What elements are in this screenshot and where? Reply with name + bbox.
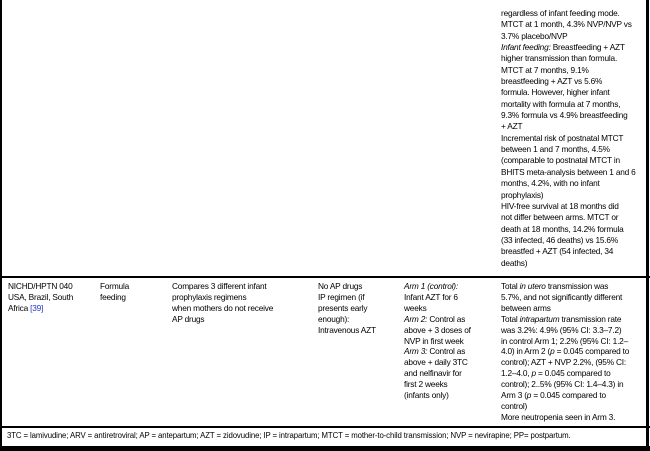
text-run: control); AZT + NVP 2.2%, (95% CI: xyxy=(501,357,627,368)
text-run: transmission was xyxy=(545,281,609,291)
text-run: 1.2–4.0, xyxy=(501,368,532,379)
text-run: HIV-free survival at 18 months did xyxy=(501,200,619,211)
text-run: control) xyxy=(501,400,528,411)
row-divider xyxy=(0,276,650,278)
text-run: 5.7%, and not significantly different xyxy=(501,291,623,302)
text-run: 3.7% placebo/NVP xyxy=(501,30,568,41)
italic-text: p xyxy=(531,368,536,379)
cell-ap-ip-regimen xyxy=(318,281,398,336)
text-run: regardless of infant feeding mode. xyxy=(501,8,620,18)
text-run: when mothers do not receive xyxy=(172,302,274,313)
text-run: deaths) xyxy=(501,257,528,268)
text-run: Total xyxy=(501,313,520,324)
text-run: BHITS meta-analysis between 1 and 6 xyxy=(501,166,636,177)
text-run: IP regimen (if xyxy=(318,291,365,302)
text-run: AP drugs xyxy=(172,313,205,324)
text-run: (comparable to postnatal MTCT in xyxy=(501,155,620,166)
text-run: was 3.2%: 4.9% (95% CI: 3.3–7.2) xyxy=(501,324,622,335)
text-run: = 0.045 compared to xyxy=(535,368,611,379)
text-run: 4.0) in Arm 2 ( xyxy=(501,346,551,357)
text-run: Control as xyxy=(427,346,466,357)
text-run: above + daily 3TC xyxy=(404,357,468,368)
text-run: Total xyxy=(501,281,520,291)
text-run: USA, Brazil, South xyxy=(8,291,74,302)
text-run: NVP in first week xyxy=(404,335,464,346)
italic-text: Arm 3: xyxy=(404,346,428,357)
text-run: mortality with formula at 7 months, xyxy=(501,98,621,109)
text-run: (infants only) xyxy=(404,390,449,401)
cell-infant-regimen xyxy=(404,281,496,401)
text-run: weeks xyxy=(404,302,427,313)
italic-text: p xyxy=(526,390,532,401)
text-run: presents early xyxy=(318,302,368,313)
text-run: breastfeeding + AZT vs 5.6% xyxy=(501,76,603,87)
text-run: Formula xyxy=(100,281,130,291)
text-run: first 2 weeks xyxy=(404,379,448,390)
italic-text: Arm 1 (control): xyxy=(404,281,458,291)
text-run: enough): xyxy=(318,313,350,324)
text-run: prophylaxis regimens xyxy=(172,291,247,302)
text-run: prophylaxis) xyxy=(501,189,544,200)
text-run: Breastfeeding + AZT xyxy=(550,42,625,53)
text-run: Africa xyxy=(8,302,31,313)
text-run: + AZT xyxy=(501,121,523,132)
text-run: control); 2..5% (95% CI: 1.4–4.3) in xyxy=(501,379,624,390)
footnote-abbreviations: 3TC = lamivudine; ARV = antiretroviral; AP = antepartum; AZT = zidovudine; IP = intrapartum; MTCT = mother-to-child transmission; NVP = nevirapine; PP= postpartum. xyxy=(7,431,571,440)
text-run: = 0.045 compared to xyxy=(554,346,630,357)
text-run: 9.3% formula vs 4.9% breastfeeding xyxy=(501,110,628,121)
italic-text: p xyxy=(550,346,555,357)
text-run: No AP drugs xyxy=(318,281,363,291)
text-run: above + 3 doses of xyxy=(404,324,471,335)
text-run: breastfed + AZT (54 infected, 34 xyxy=(501,246,614,257)
text-run: (33 infected, 46 deaths) vs 15.6% xyxy=(501,234,619,245)
text-run: death at 18 months, 14.2% formula xyxy=(501,223,624,234)
text-run: and nelfinavir for xyxy=(404,368,462,379)
text-run: not differ between arms. MTCT or xyxy=(501,212,619,223)
text-run: between arms xyxy=(501,302,551,313)
italic-text: Arm 2: xyxy=(404,313,428,324)
text-run: Infant AZT for 6 xyxy=(404,291,458,302)
italic-text: Infant feeding: xyxy=(501,42,551,53)
italic-text: in utero xyxy=(519,281,546,291)
footnote-divider xyxy=(0,426,650,428)
text-run: higher transmission than formula. xyxy=(501,53,618,64)
text-run: transmission rate xyxy=(559,313,622,324)
cell-study-name xyxy=(8,281,98,314)
text-run: months, 4.2%, with no infant xyxy=(501,178,600,189)
table-bottom-border xyxy=(0,446,650,451)
text-run: Compares 3 different infant xyxy=(172,281,267,291)
text-run: feeding xyxy=(100,291,126,302)
cell-feeding-mode xyxy=(100,281,166,303)
text-run: Intravenous AZT xyxy=(318,324,376,335)
text-run: More neutropenia seen in Arm 3. xyxy=(501,411,616,422)
text-run: MTCT at 1 month, 4.3% NVP/NVP vs xyxy=(501,19,632,30)
table-left-border xyxy=(0,0,2,451)
citation-link[interactable]: [39] xyxy=(30,302,44,313)
cell-outcomes xyxy=(501,281,647,423)
text-run: = 0.045 compared to xyxy=(531,390,606,401)
text-run: formula. However, higher infant xyxy=(501,87,610,98)
text-run: between 1 and 7 months, 4.5% xyxy=(501,144,610,155)
cell-outcomes-continued xyxy=(501,8,647,269)
italic-text: intrapartum xyxy=(519,313,560,324)
text-run: NICHD/HPTN 040 xyxy=(8,281,73,291)
text-run: MTCT at 7 months, 9.1% xyxy=(501,64,589,75)
text-run: in control Arm 1; 2.2% (95% CI: 1.2– xyxy=(501,335,628,346)
text-run: Arm 3 ( xyxy=(501,390,527,401)
text-run: Incremental risk of postnatal MTCT xyxy=(501,132,624,143)
text-run: Control as xyxy=(427,313,466,324)
cell-study-description xyxy=(172,281,312,325)
